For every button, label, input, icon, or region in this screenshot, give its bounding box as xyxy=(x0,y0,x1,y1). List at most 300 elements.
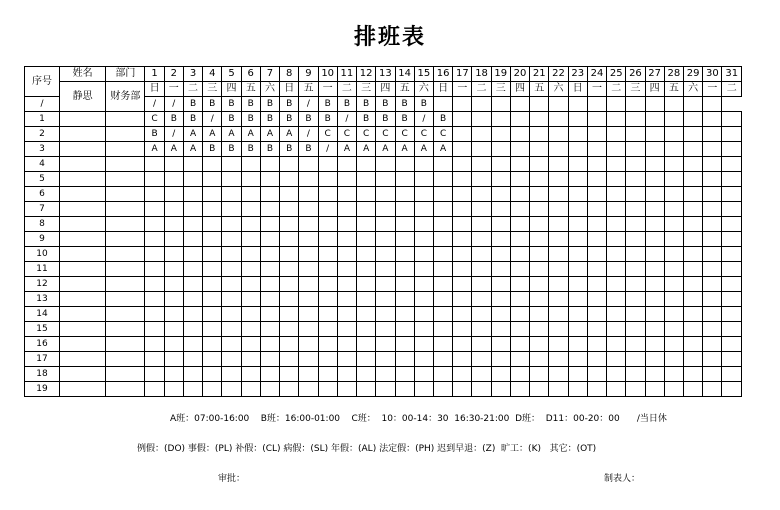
shift-cell xyxy=(722,292,742,307)
shift-cell xyxy=(568,217,587,232)
weekday-label: 一 xyxy=(453,82,472,97)
shift-cell xyxy=(510,217,529,232)
shift-cell xyxy=(472,172,491,187)
shift-cell xyxy=(414,157,433,172)
shift-cell xyxy=(510,337,529,352)
shift-cell xyxy=(645,217,664,232)
shift-cell xyxy=(664,352,683,367)
shift-cell xyxy=(164,172,183,187)
shift-cell: B xyxy=(203,97,222,112)
shift-cell xyxy=(549,202,568,217)
shift-cell xyxy=(395,172,414,187)
weekday-label: 六 xyxy=(549,82,568,97)
shift-cell xyxy=(280,322,299,337)
row-dept xyxy=(106,187,145,202)
table-row xyxy=(25,337,742,352)
shift-cell xyxy=(587,232,606,247)
shift-cell xyxy=(684,262,703,277)
row-name xyxy=(60,367,106,382)
header-name: 姓名 xyxy=(60,67,106,82)
shift-cell xyxy=(510,307,529,322)
shift-cell xyxy=(626,322,645,337)
shift-cell: / xyxy=(164,97,183,112)
shift-cell xyxy=(260,292,279,307)
shift-cell xyxy=(607,262,626,277)
shift-cell xyxy=(280,277,299,292)
shift-cell xyxy=(414,187,433,202)
shift-cell xyxy=(280,187,299,202)
shift-cell xyxy=(395,277,414,292)
shift-cell xyxy=(530,127,549,142)
shift-cell xyxy=(472,112,491,127)
shift-cell: A xyxy=(222,127,241,142)
shift-cell xyxy=(568,382,587,397)
shift-cell xyxy=(549,157,568,172)
shift-cell: B xyxy=(203,142,222,157)
shift-cell xyxy=(222,232,241,247)
shift-cell xyxy=(183,232,202,247)
shift-cell xyxy=(510,97,529,112)
shift-cell xyxy=(337,232,356,247)
shift-cell xyxy=(433,367,452,382)
shift-cell xyxy=(684,292,703,307)
row-name xyxy=(60,142,106,157)
shift-cell xyxy=(703,307,722,322)
day-number: 5 xyxy=(222,67,241,82)
shift-cell xyxy=(260,352,279,367)
shift-cell xyxy=(607,322,626,337)
shift-cell xyxy=(607,97,626,112)
shift-cell xyxy=(607,292,626,307)
shift-cell xyxy=(722,157,742,172)
shift-cell xyxy=(280,202,299,217)
shift-cell xyxy=(260,232,279,247)
shift-cell xyxy=(357,277,376,292)
shift-cell xyxy=(241,307,260,322)
shift-cell xyxy=(645,322,664,337)
shift-cell xyxy=(414,172,433,187)
row-name xyxy=(60,187,106,202)
shift-cell: A xyxy=(280,127,299,142)
shift-cell xyxy=(260,307,279,322)
shift-cell xyxy=(549,127,568,142)
shift-cell xyxy=(568,142,587,157)
shift-cell xyxy=(280,367,299,382)
shift-cell xyxy=(664,292,683,307)
row-dept xyxy=(106,217,145,232)
shift-cell xyxy=(491,262,510,277)
shift-cell xyxy=(472,97,491,112)
shift-cell xyxy=(395,337,414,352)
shift-cell: B xyxy=(222,97,241,112)
shift-cell xyxy=(260,322,279,337)
day-number: 23 xyxy=(568,67,587,82)
shift-cell xyxy=(183,367,202,382)
shift-cell xyxy=(530,112,549,127)
shift-cell xyxy=(530,97,549,112)
shift-cell xyxy=(299,172,318,187)
shift-cell: B xyxy=(260,97,279,112)
shift-cell xyxy=(453,202,472,217)
shift-cell xyxy=(587,262,606,277)
shift-cell: B xyxy=(318,97,337,112)
shift-cell xyxy=(203,172,222,187)
shift-cell xyxy=(684,382,703,397)
shift-cell xyxy=(510,187,529,202)
shift-cell xyxy=(318,187,337,202)
shift-cell xyxy=(453,292,472,307)
shift-cell xyxy=(337,172,356,187)
shift-cell xyxy=(626,202,645,217)
shift-cell xyxy=(607,202,626,217)
shift-cell xyxy=(472,202,491,217)
row-name xyxy=(60,157,106,172)
shift-cell xyxy=(299,232,318,247)
day-number: 18 xyxy=(472,67,491,82)
shift-cell: A xyxy=(183,127,202,142)
row-seq: 4 xyxy=(25,157,60,172)
shift-cell xyxy=(433,277,452,292)
shift-cell xyxy=(472,352,491,367)
row-dept xyxy=(106,142,145,157)
shift-cell xyxy=(453,187,472,202)
shift-cell xyxy=(164,247,183,262)
shift-cell xyxy=(568,337,587,352)
shift-cell xyxy=(722,232,742,247)
weekday-label: 五 xyxy=(299,82,318,97)
shift-cell xyxy=(414,262,433,277)
shift-cell: B xyxy=(299,142,318,157)
row-seq: 2 xyxy=(25,127,60,142)
shift-cell xyxy=(376,187,395,202)
shift-cell xyxy=(491,232,510,247)
shift-cell xyxy=(433,322,452,337)
weekday-label: 日 xyxy=(568,82,587,97)
shift-cell: B xyxy=(260,142,279,157)
shift-cell xyxy=(433,262,452,277)
weekday-label: 日 xyxy=(145,82,164,97)
shift-cell xyxy=(491,382,510,397)
shift-cell xyxy=(280,382,299,397)
shift-cell xyxy=(203,247,222,262)
shift-cell xyxy=(376,292,395,307)
row-name xyxy=(60,322,106,337)
row-dept xyxy=(106,322,145,337)
shift-cell xyxy=(472,187,491,202)
shift-cell xyxy=(626,262,645,277)
shift-cell xyxy=(318,232,337,247)
shift-cell xyxy=(203,367,222,382)
shift-cell xyxy=(645,112,664,127)
shift-cell xyxy=(703,322,722,337)
shift-cell xyxy=(722,382,742,397)
shift-cell xyxy=(183,262,202,277)
shift-cell xyxy=(568,172,587,187)
shift-cell xyxy=(453,262,472,277)
shift-cell xyxy=(645,142,664,157)
shift-cell xyxy=(280,172,299,187)
shift-cell xyxy=(568,307,587,322)
shift-cell: A xyxy=(433,142,452,157)
weekday-label: 日 xyxy=(433,82,452,97)
shift-cell xyxy=(241,382,260,397)
shift-cell xyxy=(357,322,376,337)
shift-cell xyxy=(587,172,606,187)
shift-cell xyxy=(645,127,664,142)
shift-cell xyxy=(722,127,742,142)
day-number: 12 xyxy=(357,67,376,82)
example-dept: 财务部 xyxy=(106,82,145,112)
day-number: 13 xyxy=(376,67,395,82)
shift-cell: / xyxy=(414,112,433,127)
shift-cell xyxy=(376,337,395,352)
shift-cell: A xyxy=(183,142,202,157)
shift-cell xyxy=(203,292,222,307)
weekday-label: 日 xyxy=(280,82,299,97)
shift-cell xyxy=(203,157,222,172)
shift-cell xyxy=(145,157,164,172)
shift-cell xyxy=(222,277,241,292)
weekday-label: 三 xyxy=(357,82,376,97)
shift-cell xyxy=(568,187,587,202)
shift-cell: / xyxy=(145,97,164,112)
day-number: 25 xyxy=(607,67,626,82)
weekday-label: 二 xyxy=(472,82,491,97)
day-number: 28 xyxy=(664,67,683,82)
shift-cell xyxy=(318,277,337,292)
shift-cell xyxy=(510,172,529,187)
shift-cell xyxy=(260,157,279,172)
shift-cell xyxy=(587,382,606,397)
shift-cell xyxy=(164,292,183,307)
shift-cell xyxy=(376,217,395,232)
shift-cell xyxy=(337,277,356,292)
shift-cell xyxy=(703,187,722,202)
shift-cell xyxy=(684,142,703,157)
shift-cell: A xyxy=(395,142,414,157)
shift-cell xyxy=(549,172,568,187)
shift-cell xyxy=(164,307,183,322)
shift-cell xyxy=(433,382,452,397)
shift-cell xyxy=(241,337,260,352)
shift-cell xyxy=(626,292,645,307)
shift-cell xyxy=(222,187,241,202)
day-number: 4 xyxy=(203,67,222,82)
shift-cell xyxy=(299,217,318,232)
header-seq: 序号 xyxy=(25,67,60,97)
weekday-label: 四 xyxy=(222,82,241,97)
shift-cell: C xyxy=(414,127,433,142)
shift-cell xyxy=(183,217,202,232)
shift-cell xyxy=(607,382,626,397)
shift-cell xyxy=(703,262,722,277)
shift-cell xyxy=(703,232,722,247)
shift-cell: B xyxy=(241,112,260,127)
shift-cell xyxy=(280,352,299,367)
day-number: 2 xyxy=(164,67,183,82)
shift-cell xyxy=(549,232,568,247)
table-row xyxy=(25,307,742,322)
leave-legend: 例假：(DO) 事假：(PL) 补假：(CL) 病假：(SL) 年假：(AL) 法定假：(PH) 迟到早退：(Z) 旷工：(K) 其它：(OT) xyxy=(137,444,597,454)
row-name xyxy=(60,127,106,142)
shift-cell xyxy=(684,247,703,262)
shift-cell xyxy=(453,127,472,142)
shift-cell xyxy=(664,142,683,157)
day-number: 6 xyxy=(241,67,260,82)
row-name xyxy=(60,337,106,352)
shift-cell xyxy=(472,307,491,322)
shift-cell xyxy=(568,97,587,112)
shift-cell xyxy=(260,367,279,382)
shift-cell: / xyxy=(299,127,318,142)
shift-cell xyxy=(376,367,395,382)
day-number: 7 xyxy=(260,67,279,82)
table-row xyxy=(25,367,742,382)
row-name xyxy=(60,217,106,232)
shift-cell xyxy=(510,202,529,217)
shift-cell xyxy=(164,262,183,277)
shift-cell xyxy=(587,202,606,217)
shift-cell xyxy=(664,202,683,217)
shift-cell xyxy=(299,322,318,337)
shift-cell xyxy=(414,307,433,322)
shift-cell xyxy=(684,127,703,142)
shift-cell xyxy=(510,382,529,397)
shift-cell xyxy=(587,247,606,262)
shift-cell xyxy=(376,202,395,217)
shift-cell xyxy=(703,217,722,232)
shift-cell xyxy=(299,187,318,202)
shift-cell xyxy=(703,277,722,292)
row-name xyxy=(60,262,106,277)
shift-cell: B xyxy=(164,112,183,127)
shift-cell xyxy=(183,277,202,292)
shift-cell xyxy=(222,247,241,262)
shift-cell xyxy=(318,322,337,337)
shift-cell xyxy=(491,292,510,307)
shift-cell xyxy=(453,352,472,367)
shift-cell xyxy=(684,202,703,217)
shift-cell xyxy=(645,232,664,247)
shift-cell xyxy=(626,247,645,262)
shift-cell xyxy=(530,277,549,292)
shift-cell xyxy=(164,382,183,397)
shift-cell xyxy=(183,337,202,352)
shift-cell xyxy=(626,217,645,232)
shift-cell xyxy=(337,217,356,232)
table-row xyxy=(25,322,742,337)
header-dept: 部门 xyxy=(106,67,145,82)
shift-cell xyxy=(664,367,683,382)
day-number: 9 xyxy=(299,67,318,82)
shift-cell xyxy=(453,307,472,322)
shift-cell xyxy=(472,157,491,172)
shift-cell xyxy=(510,322,529,337)
row-name xyxy=(60,247,106,262)
shift-cell xyxy=(684,157,703,172)
shift-cell xyxy=(395,352,414,367)
shift-cell: A xyxy=(241,127,260,142)
shift-cell xyxy=(203,322,222,337)
shift-cell xyxy=(164,337,183,352)
shift-cell: A xyxy=(414,142,433,157)
shift-cell: / xyxy=(203,112,222,127)
shift-cell xyxy=(222,157,241,172)
shift-cell xyxy=(664,97,683,112)
shift-cell xyxy=(645,307,664,322)
shift-cell xyxy=(703,352,722,367)
row-name xyxy=(60,172,106,187)
row-name xyxy=(60,112,106,127)
header-row-weekdays xyxy=(25,82,742,97)
shift-cell xyxy=(318,352,337,367)
shift-cell xyxy=(395,232,414,247)
shift-cell xyxy=(626,277,645,292)
weekday-label: 六 xyxy=(260,82,279,97)
row-seq: 5 xyxy=(25,172,60,187)
shift-cell xyxy=(318,292,337,307)
shift-cell xyxy=(453,382,472,397)
shift-cell: / xyxy=(25,97,60,112)
shift-cell xyxy=(222,352,241,367)
shift-cell xyxy=(530,142,549,157)
day-number: 14 xyxy=(395,67,414,82)
shift-cell xyxy=(491,187,510,202)
shift-cell: B xyxy=(241,97,260,112)
shift-cell xyxy=(530,382,549,397)
shift-cell xyxy=(280,292,299,307)
shift-cell xyxy=(164,322,183,337)
shift-cell xyxy=(222,367,241,382)
preparer-label: 制表人： xyxy=(604,474,641,484)
shift-cell xyxy=(222,172,241,187)
shift-cell xyxy=(453,322,472,337)
weekday-label: 一 xyxy=(164,82,183,97)
shift-cell xyxy=(299,262,318,277)
shift-cell xyxy=(241,367,260,382)
day-number: 30 xyxy=(703,67,722,82)
shift-cell xyxy=(722,322,742,337)
shift-cell xyxy=(530,157,549,172)
shift-cell xyxy=(626,337,645,352)
shift-cell xyxy=(376,262,395,277)
shift-cell xyxy=(299,202,318,217)
shift-cell xyxy=(664,157,683,172)
shift-cell xyxy=(645,292,664,307)
shift-cell: B xyxy=(357,97,376,112)
shift-cell xyxy=(645,97,664,112)
shift-cell xyxy=(722,112,742,127)
shift-cell xyxy=(491,202,510,217)
shift-cell xyxy=(549,187,568,202)
shift-cell xyxy=(491,277,510,292)
shift-cell xyxy=(684,97,703,112)
shift-cell: A xyxy=(357,142,376,157)
shift-cell xyxy=(664,217,683,232)
shift-cell xyxy=(357,337,376,352)
header-row-days xyxy=(25,67,742,82)
shift-cell xyxy=(549,217,568,232)
shift-cell xyxy=(318,217,337,232)
shift-cell xyxy=(587,187,606,202)
shift-cell xyxy=(664,262,683,277)
shift-cell xyxy=(241,352,260,367)
table-row xyxy=(25,382,742,397)
shift-cell xyxy=(568,352,587,367)
shift-cell xyxy=(510,352,529,367)
shift-cell xyxy=(164,202,183,217)
shift-cell xyxy=(433,157,452,172)
